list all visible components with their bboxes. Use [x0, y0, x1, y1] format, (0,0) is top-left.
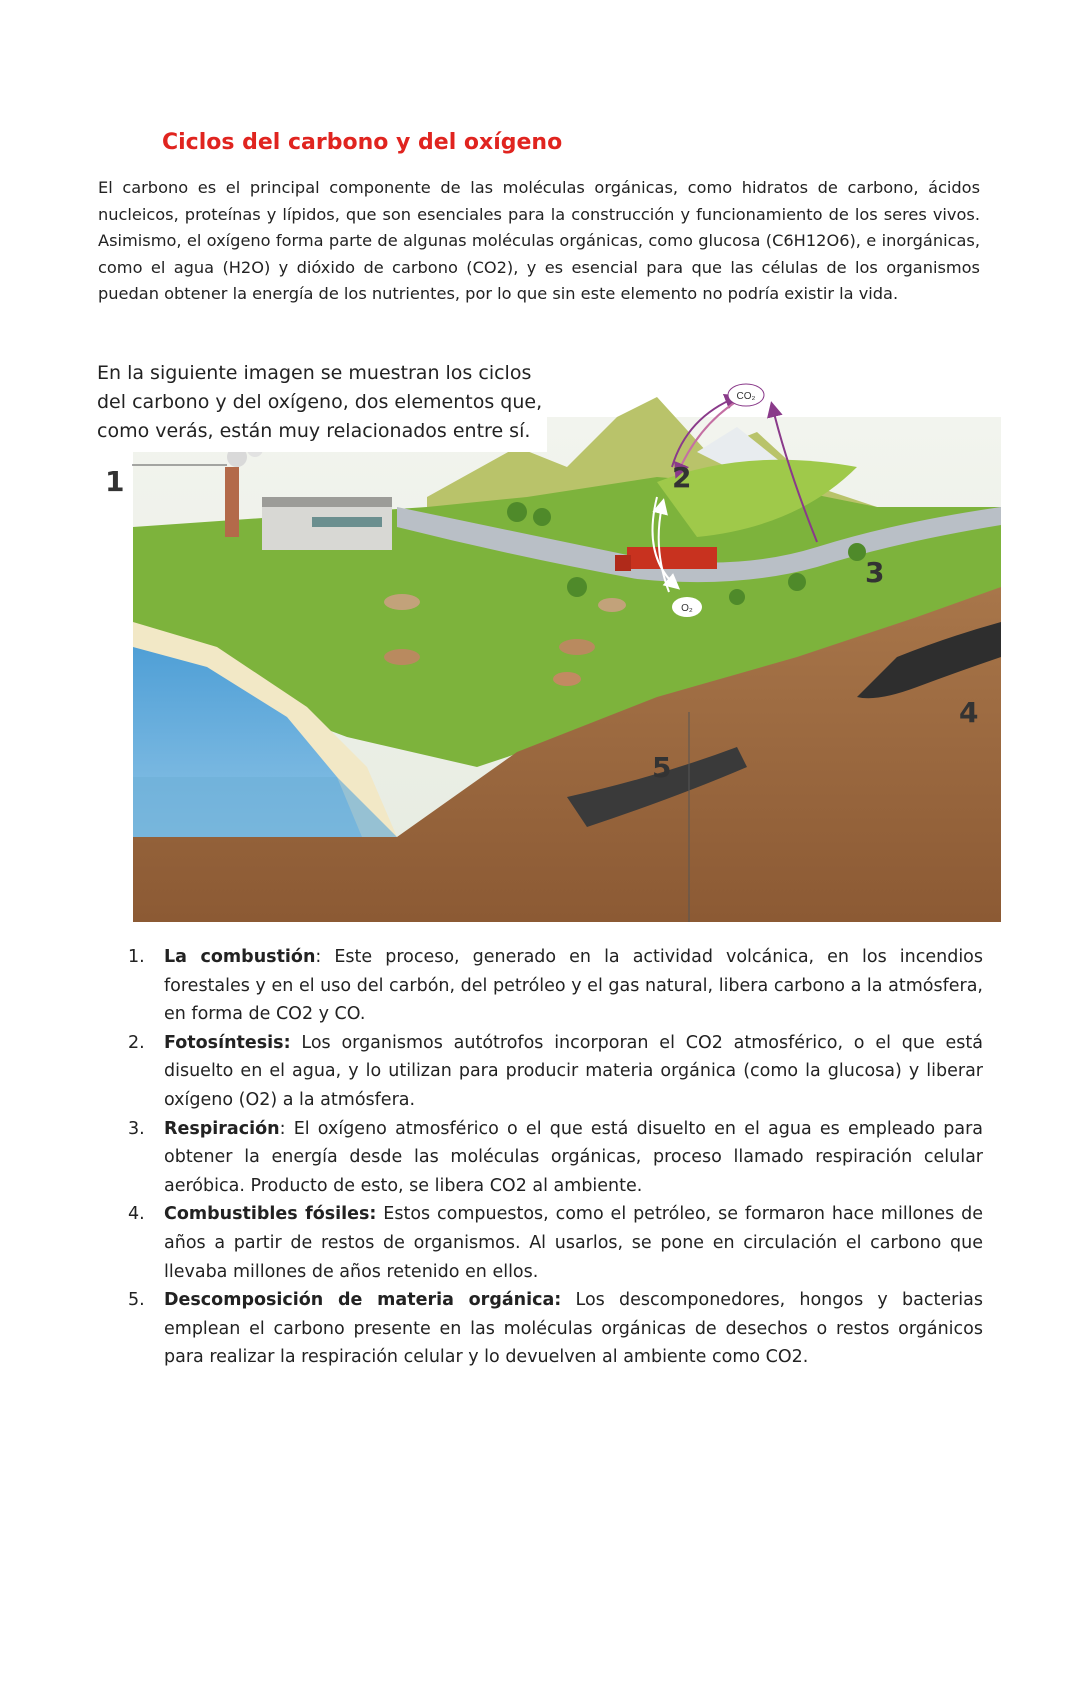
list-item-separator: : [315, 947, 322, 967]
page-title: Ciclos del carbono y del oxígeno [162, 130, 563, 155]
list-item-number: 3. [128, 1118, 145, 1139]
list-item-term: Fotosíntesis: [164, 1032, 291, 1053]
list-item [128, 1286, 983, 1372]
list-item-text: Este proceso, generado en la actividad volcánica, en los incendios forestales y en el uso del carbón, del petróleo y el gas natural, libera carbono a la atmósfera, en forma de CO2 y CO. [164, 947, 984, 1025]
list-item-text: Estos compuestos, como el petróleo, se formaron hace millones de años a partir de restos de organismos. Al usarlos, se pone en circulación el carbono que llevaba millones de años retenido en ellos. [164, 1204, 983, 1282]
marker-5: 5 [652, 751, 672, 784]
marker-4: 4 [959, 696, 979, 729]
figure-caption: En la siguiente imagen se muestran los ciclos del carbono y del oxígeno, dos elementos que, como verás, están muy relacionados entre sí. [97, 357, 547, 452]
list-item-number: 1. [128, 947, 145, 967]
co2-label: CO₂ [736, 391, 756, 402]
list-item-text: Los organismos autótrofos incorporan el CO2 atmosférico, o el que está disuelto en el agua, y lo utilizan para producir materia orgánica (como la glucosa) y liberar oxígeno (O2) a la atmósfera. [164, 1032, 983, 1110]
marker-2: 2 [672, 461, 692, 494]
list-item [128, 1115, 983, 1201]
list-item-separator: : [279, 1118, 286, 1139]
list-item-text: El oxígeno atmosférico o el que está disuelto en el agua es empleado para obtener la energía desde las moléculas orgánicas, proceso llamado respiración celular aeróbica. Producto de esto, se libera CO2 al ambiente. [164, 1118, 983, 1196]
list-item-text: Los descomponedores, hongos y bacterias emplean el carbono presente en las moléculas orgánicas de desechos o restos orgánicos para realizar la respiración celular y lo devuelven al ambiente como CO2. [164, 1290, 983, 1368]
list-item-term: La combustión [164, 947, 316, 967]
list-item-number: 4. [128, 1204, 145, 1225]
process-list [128, 943, 983, 1372]
marker-3: 3 [865, 556, 885, 589]
intro-paragraph: El carbono es el principal componente de las moléculas orgánicas, como hidratos de carbono, ácidos nucleicos, proteínas y lípidos, que son esenciales para la construcción y funcionamiento de los seres vivos. Asimismo, el oxígeno forma parte de algunas moléculas orgánicas, como glucosa (C6H12O6), e inorgánicas, como el agua (H2O) y dióxido de carbono (CO2), y es esencial para que las células de los organismos puedan obtener la energía de los nutrientes, por lo que sin este elemento no podría existir la vida. [98, 178, 980, 303]
list-item-number: 5. [128, 1290, 145, 1311]
list-item-term: Respiración [164, 1118, 280, 1139]
truck [615, 547, 717, 571]
carbon-oxygen-cycle-figure [97, 357, 1001, 922]
list-item [128, 943, 983, 1029]
list-item [128, 1200, 983, 1286]
list-item-number: 2. [128, 1032, 145, 1053]
list-item [128, 1029, 983, 1115]
list-item-term: Combustibles fósiles: [164, 1204, 377, 1225]
marker-1: 1 [105, 465, 125, 498]
o2-label: O₂ [681, 603, 693, 614]
list-item-term: Descomposición de materia orgánica: [164, 1290, 562, 1311]
